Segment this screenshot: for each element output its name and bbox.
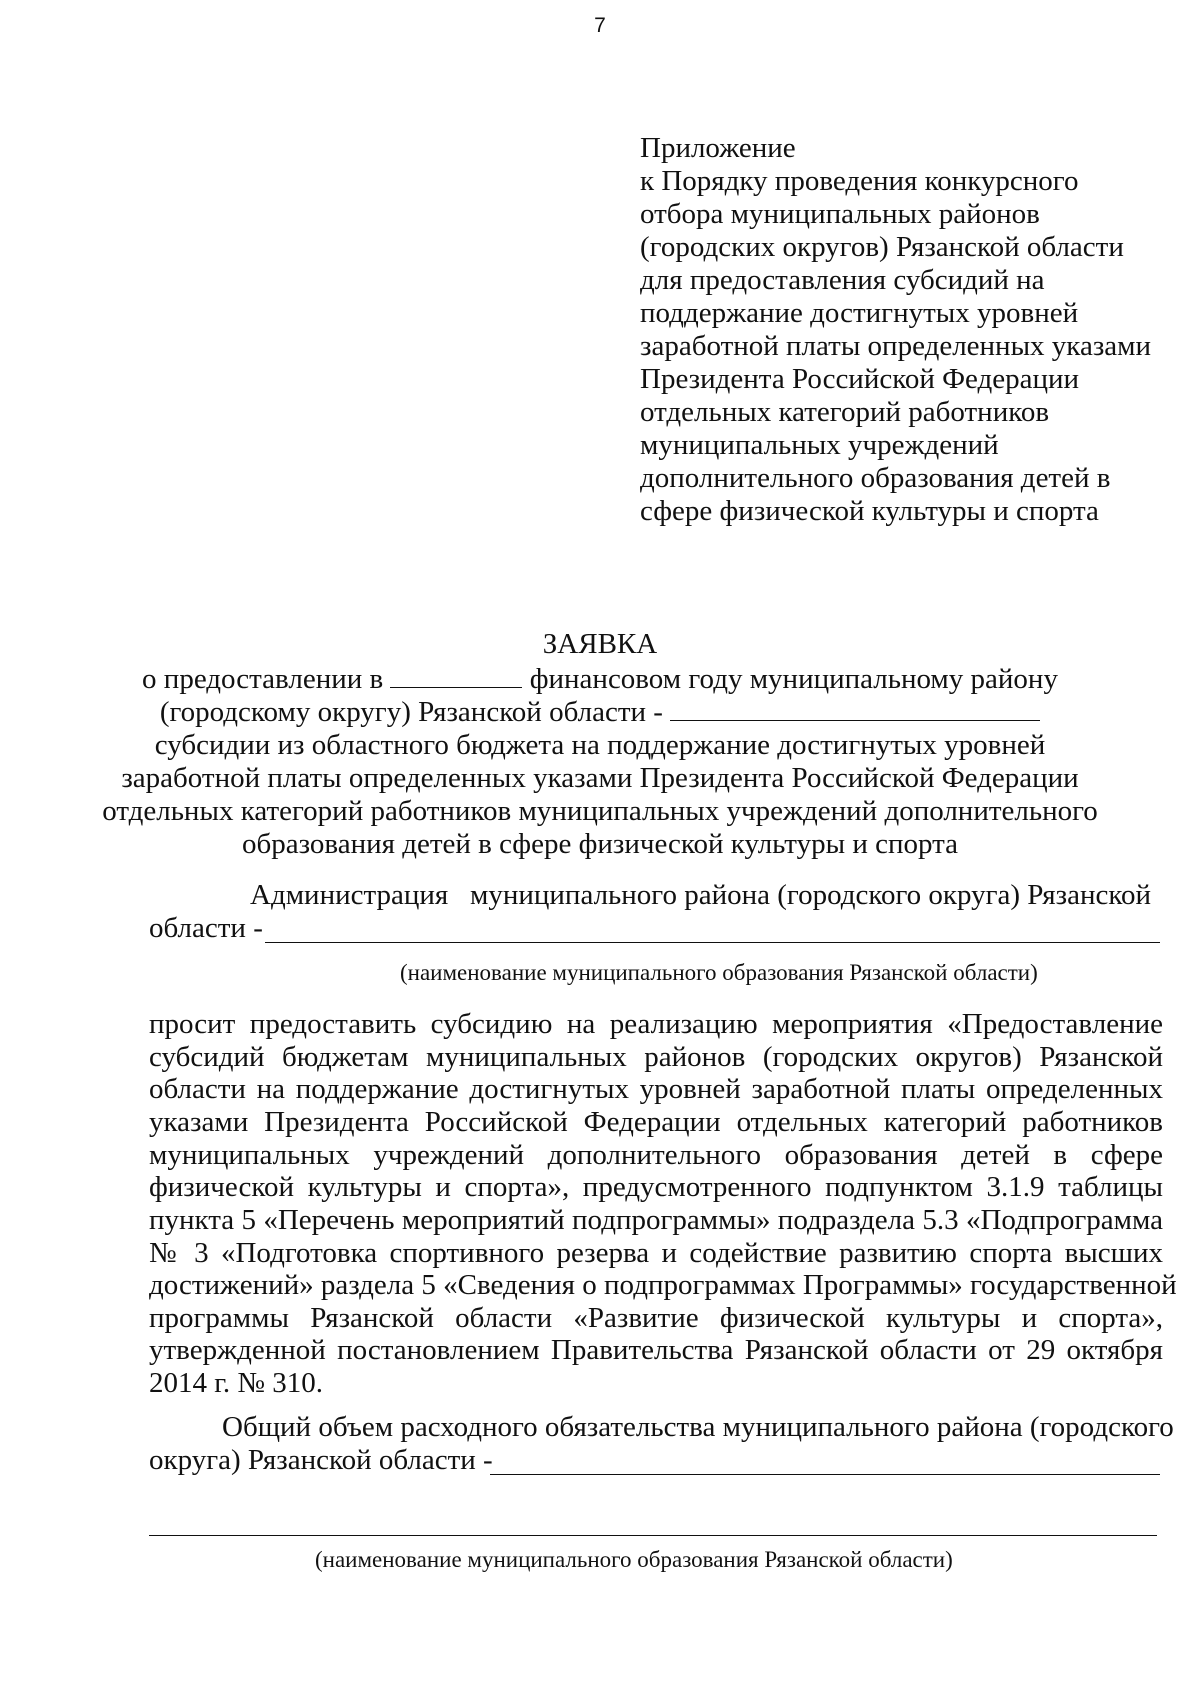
appendix-line: (городских округов) Рязанской области xyxy=(640,231,1124,263)
expense-line-1: Общий объем расходного обязательства муниципального района (городского xyxy=(222,1411,1174,1443)
body-line: субсидий бюджетам муниципальных районов (городских округов) Рязанской xyxy=(149,1041,1163,1073)
body-line: достижений» раздела 5 «Сведения о подпрограммах Программы» государственной xyxy=(149,1269,1177,1301)
appendix-line: отбора муниципальных районов xyxy=(640,198,1040,230)
appendix-line: дополнительного образования детей в xyxy=(640,462,1111,494)
admin-caption: (наименование муниципального образования Рязанской области) xyxy=(400,960,1038,985)
appendix-block xyxy=(640,132,1151,528)
expense-caption: (наименование муниципального образования Рязанской области) xyxy=(315,1547,953,1572)
body-line: физической культуры и спорта», предусмотренного подпунктом 3.1.9 таблицы xyxy=(149,1171,1163,1203)
body-line: области на поддержание достигнутых уровней заработной платы определенных xyxy=(149,1073,1163,1105)
appendix-line: к Порядку проведения конкурсного xyxy=(640,165,1079,197)
expense-line-2: округа) Рязанской области - xyxy=(149,1444,493,1476)
admin-line-1: муниципального района (городского округа) Рязанской xyxy=(470,879,1152,911)
body-line: указами Президента Российской Федерации отдельных категорий работников xyxy=(149,1106,1163,1138)
expense-blank-field[interactable] xyxy=(490,1474,1160,1475)
appendix-line: отдельных категорий работников xyxy=(640,396,1050,428)
body-line: муниципальных учреждений дополнительного образования детей в сфере xyxy=(149,1139,1163,1171)
body-line: № 3 «Подготовка спортивного резерва и содействие развитию спорта высших xyxy=(149,1237,1163,1269)
body-line: просит предоставить субсидию на реализацию мероприятия «Предоставление xyxy=(149,1008,1163,1040)
appendix-line: поддержание достигнутых уровней xyxy=(640,297,1079,329)
admin-label: Администрация xyxy=(250,879,449,911)
title-line-5: отдельных категорий работников муниципальных учреждений дополнительного xyxy=(102,795,1098,827)
year-blank-field[interactable] xyxy=(390,663,522,688)
title-line-6: образования детей в сфере физической культуры и спорта xyxy=(241,828,959,860)
body-line: пункта 5 «Перечень мероприятий подпрограммы» подраздела 5.3 «Подпрограмма xyxy=(149,1204,1163,1236)
appendix-line: для предоставления субсидий на xyxy=(640,264,1045,296)
body-line: программы Рязанской области «Развитие физической культуры и спорта», xyxy=(149,1302,1163,1334)
appendix-line: Приложение xyxy=(640,132,796,164)
title-line-1 xyxy=(0,663,1200,696)
expense-blank-field-2[interactable] xyxy=(149,1535,1157,1536)
admin-line-2: области - xyxy=(149,912,263,944)
title-line-2-text: (городскому округу) Рязанской области - xyxy=(159,696,663,728)
title-line-1-before: о предоставлении в xyxy=(142,663,384,695)
title-line-3: субсидии из областного бюджета на поддержание достигнутых уровней xyxy=(154,729,1046,761)
title-line-2 xyxy=(0,696,1200,729)
body-line: утвержденной постановлением Правительства Рязанской области от 29 октября xyxy=(149,1334,1163,1366)
document-heading: ЗАЯВКА xyxy=(542,628,658,660)
title-line-1-after: финансовом году муниципальному району xyxy=(529,663,1058,695)
body-last-line: 2014 г. № 310. xyxy=(149,1367,324,1399)
municipality-blank-field[interactable] xyxy=(670,696,1040,721)
appendix-line: заработной платы определенных указами xyxy=(640,330,1152,362)
appendix-line: муниципальных учреждений xyxy=(640,429,999,461)
appendix-line: сфере физической культуры и спорта xyxy=(640,495,1099,527)
appendix-line: Президента Российской Федерации xyxy=(640,363,1080,395)
title-line-4: заработной платы определенных указами Президента Российской Федерации xyxy=(121,762,1079,794)
page-number: 7 xyxy=(594,14,606,37)
admin-name-blank-field[interactable] xyxy=(265,942,1160,943)
